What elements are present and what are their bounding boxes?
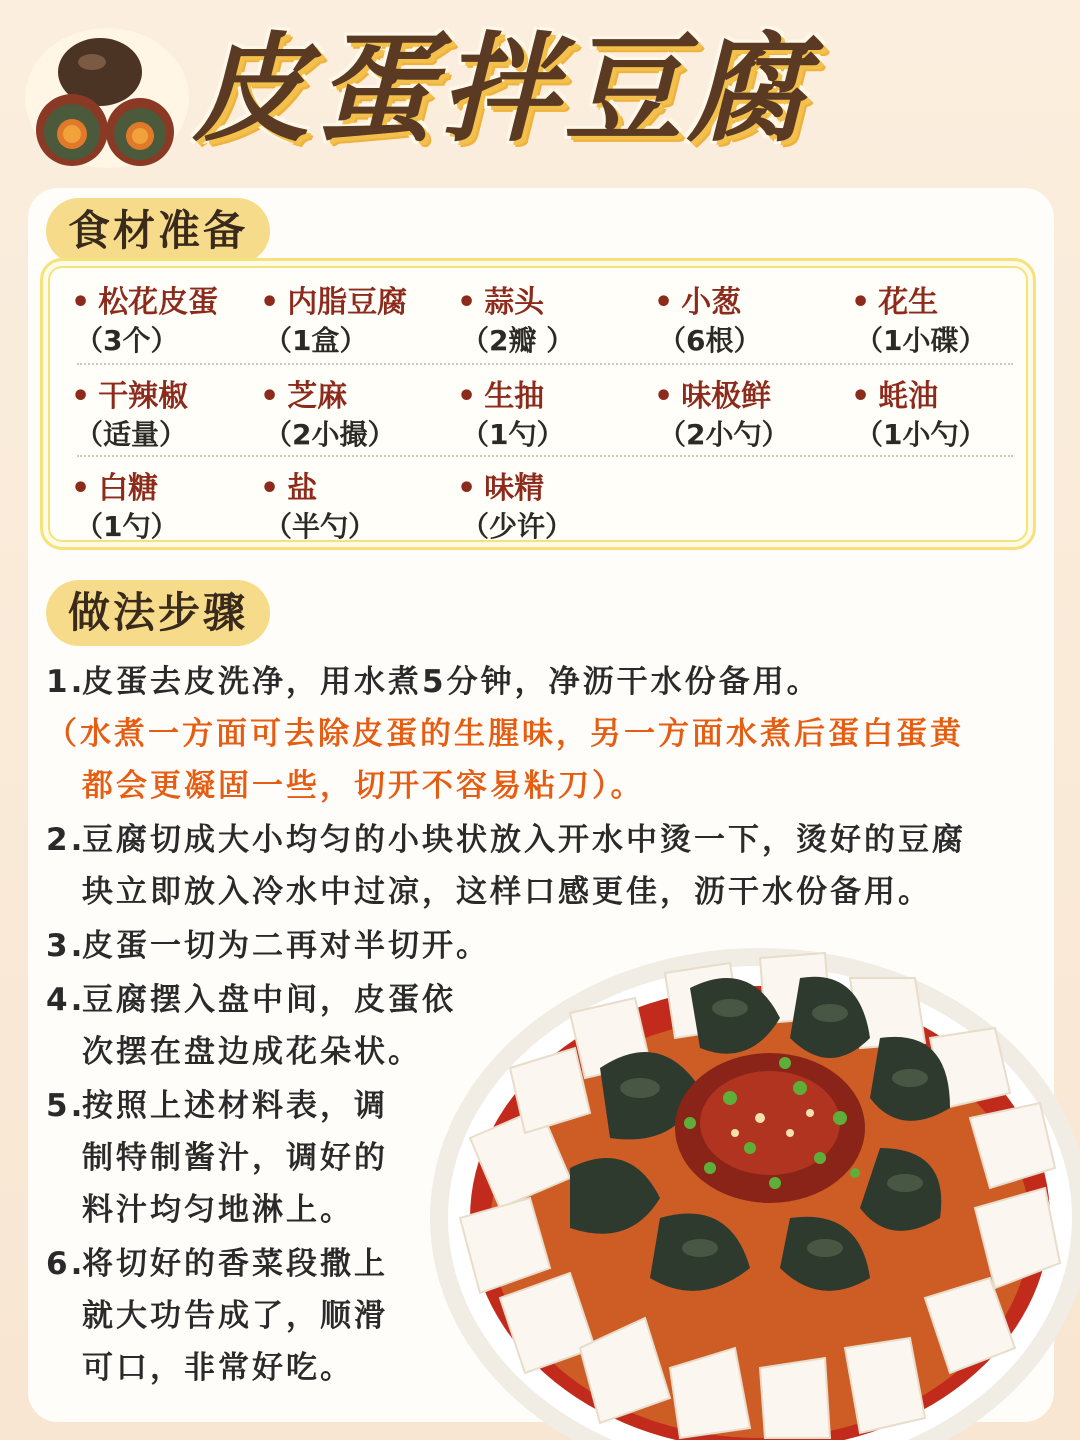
ingredient-name: • 蚝油 [851, 377, 1041, 417]
ingredient-item [851, 377, 1041, 453]
ingredient-row [71, 469, 1011, 559]
ingredient-item [71, 377, 261, 453]
ingredient-qty: （2小勺） [658, 418, 790, 451]
ingredient-qty: （1小勺） [855, 418, 987, 451]
ingredients-heading: 食材准备 [46, 198, 270, 264]
step-number: 2. [46, 822, 86, 858]
ingredient-item [654, 283, 844, 359]
ingredient-qty: （半勺） [264, 510, 377, 543]
ingredient-item [457, 283, 647, 359]
ingredient-item [851, 283, 1041, 359]
ingredient-item [457, 469, 647, 545]
step-text: 皮蛋去皮洗净，用水煮5分钟，净沥干水份备用。 [82, 664, 821, 700]
ingredient-qty: （2小撮） [264, 418, 396, 451]
step-text: 块立即放入冷水中过凉，这样口感更佳，沥干水份备用。 [82, 874, 932, 910]
step-2 [46, 814, 966, 918]
note-text: （水煮一方面可去除皮蛋的生腥味，另一方面水煮后蛋白蛋黄 [46, 716, 964, 752]
step-number: 1. [46, 664, 86, 700]
step-text: 料汁均匀地淋上。 [82, 1192, 354, 1228]
ingredient-qty: （适量） [75, 418, 188, 451]
step-3 [46, 920, 490, 972]
ingredient-item [260, 377, 450, 453]
step-number: 4. [46, 982, 86, 1018]
ingredient-name: • 芝麻 [260, 377, 450, 417]
step-number: 5. [46, 1088, 86, 1124]
step-text: 次摆在盘边成花朵状。 [82, 1034, 422, 1070]
ingredient-qty: （1勺） [75, 510, 179, 543]
ingredient-item [71, 283, 261, 359]
step-text: 豆腐摆入盘中间，皮蛋依 [82, 982, 456, 1018]
ingredient-qty: （3个） [75, 324, 179, 357]
ingredient-item [71, 469, 261, 545]
ingredient-item [457, 377, 647, 453]
ingredient-name: • 小葱 [654, 283, 844, 323]
divider [77, 455, 1013, 457]
ingredient-row [71, 377, 1011, 467]
ingredient-qty: （1勺） [461, 418, 565, 451]
ingredient-qty: （1盒） [264, 324, 368, 357]
ingredient-qty: （少许） [461, 510, 574, 543]
step-text: 可口，非常好吃。 [82, 1350, 354, 1386]
step-text: 就大功告成了，顺滑 [82, 1298, 388, 1334]
ingredient-item [260, 469, 450, 545]
ingredient-name: • 生抽 [457, 377, 647, 417]
step-4 [46, 974, 456, 1078]
ingredients-box [40, 258, 1036, 550]
dish-image [430, 918, 1080, 1440]
step-text: 豆腐切成大小均匀的小块状放入开水中烫一下，烫好的豆腐 [82, 822, 966, 858]
ingredient-name: • 花生 [851, 283, 1041, 323]
ingredient-item [260, 283, 450, 359]
step-number: 6. [46, 1246, 86, 1282]
ingredient-qty: （6根） [658, 324, 762, 357]
ingredient-qty: （1小碟） [855, 324, 987, 357]
step-number: 3. [46, 928, 86, 964]
step-text: 皮蛋一切为二再对半切开。 [82, 928, 490, 964]
ingredient-name: • 松花皮蛋 [71, 283, 261, 323]
ingredient-qty: （2瓣 ） [461, 324, 575, 357]
step-text: 将切好的香菜段撒上 [82, 1246, 388, 1282]
step-5 [46, 1080, 388, 1236]
step-text: 按照上述材料表，调 [82, 1088, 388, 1124]
ingredient-name: • 内脂豆腐 [260, 283, 450, 323]
step-6 [46, 1238, 388, 1394]
ingredient-name: • 干辣椒 [71, 377, 261, 417]
ingredient-name: • 蒜头 [457, 283, 647, 323]
ingredient-name: • 味精 [457, 469, 647, 509]
century-egg-icon [22, 20, 192, 170]
note-text: 都会更凝固一些，切开不容易粘刀）。 [82, 768, 645, 804]
ingredient-row [71, 283, 1011, 373]
steps-heading: 做法步骤 [46, 580, 270, 646]
header [0, 0, 1080, 190]
step-1-note [46, 708, 964, 812]
ingredient-name: • 味极鲜 [654, 377, 844, 417]
divider [77, 363, 1013, 365]
ingredient-name: • 盐 [260, 469, 450, 509]
ingredient-name: • 白糖 [71, 469, 261, 509]
step-text: 制特制酱汁，调好的 [82, 1140, 388, 1176]
page-title: 皮蛋拌豆腐 [192, 20, 813, 158]
step-1 [46, 656, 821, 708]
ingredient-item [654, 377, 844, 453]
